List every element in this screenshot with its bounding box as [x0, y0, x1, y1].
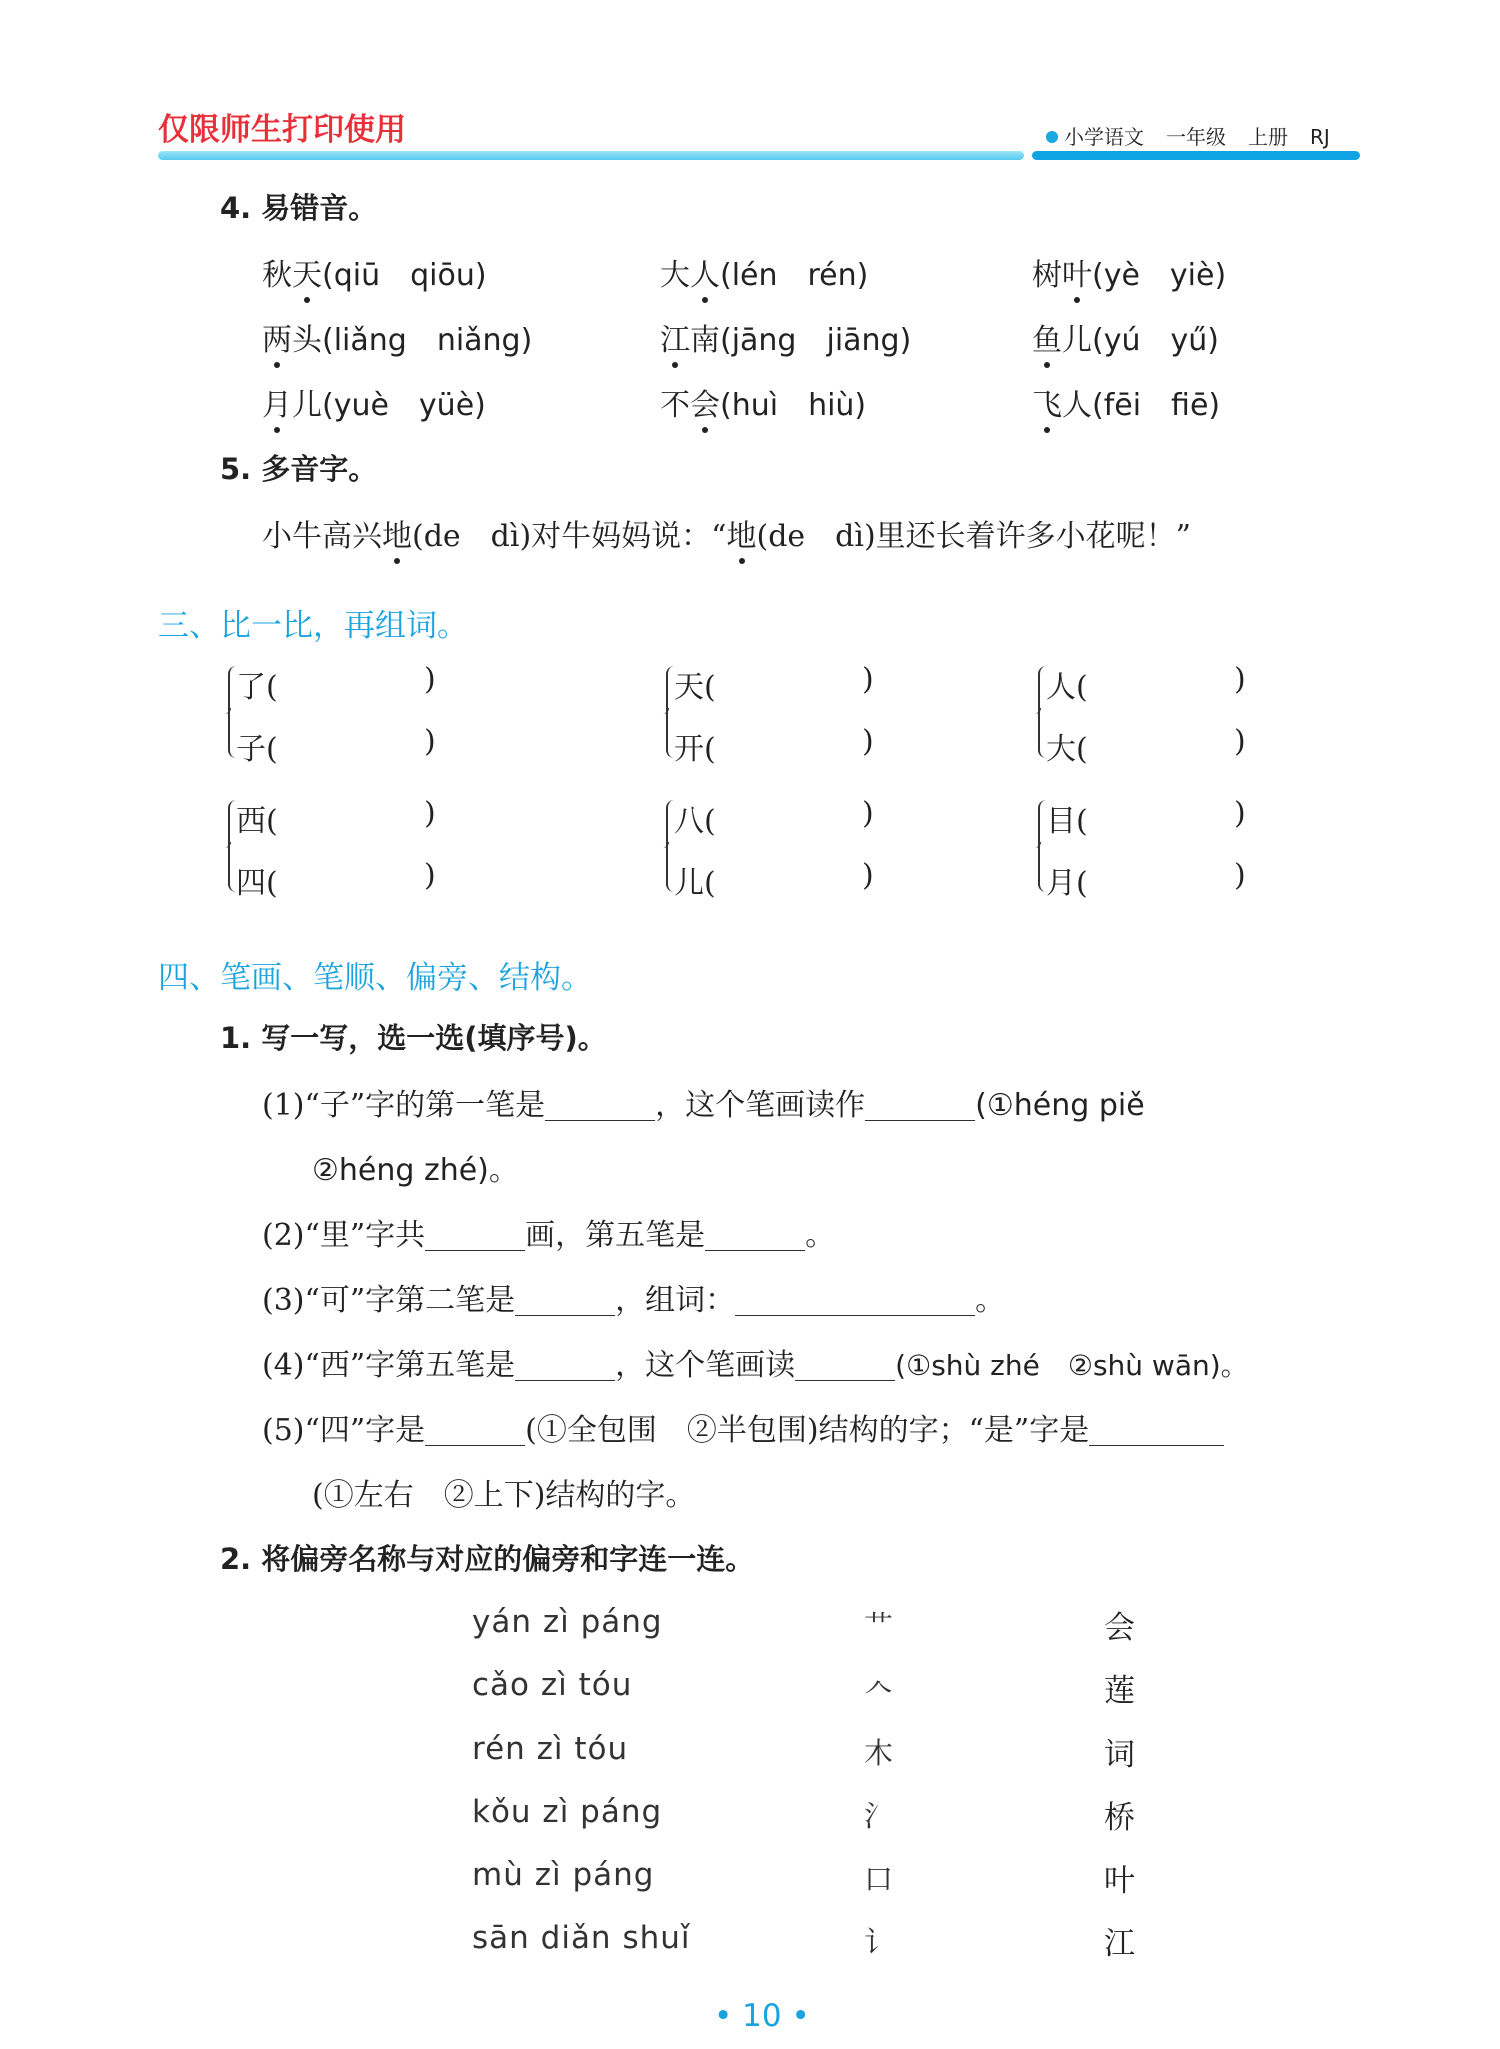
- question-text: (5)“四”字是: [262, 1413, 426, 1448]
- radical: 艹: [864, 1609, 894, 1643]
- paren-close: ): [424, 796, 436, 831]
- header-rule-right: [1032, 151, 1360, 160]
- answer-blank[interactable]: [865, 1092, 975, 1121]
- answer-blank[interactable]: [735, 1287, 975, 1316]
- q4-title: 4. 易错音。: [220, 191, 378, 225]
- compare-char: 八(: [674, 804, 716, 839]
- paren-close: ): [1234, 858, 1246, 893]
- compare-char: 儿(: [674, 866, 716, 901]
- compare-char: 四(: [236, 866, 278, 901]
- paren-close: ): [1234, 724, 1246, 759]
- bullet-dot-icon: [1046, 131, 1058, 143]
- paren-close: ): [1234, 796, 1246, 831]
- paren-close: ): [862, 662, 874, 697]
- q1-line-5: [262, 1405, 1224, 1449]
- word-part: 南: [690, 323, 720, 358]
- paren-close: ): [862, 858, 874, 893]
- match-char: 桥: [1104, 1800, 1135, 1836]
- emphasized-char: 天: [292, 258, 322, 293]
- pinyin-options: (yè yiè): [1092, 258, 1227, 293]
- q5-title: 5. 多音字。: [220, 452, 378, 486]
- header-info: [1046, 121, 1330, 150]
- question-text: (①全包围 ②半包围)结构的字；“是”字是: [525, 1413, 1090, 1448]
- q4-item-7: [262, 380, 486, 424]
- paren-close: ): [862, 796, 874, 831]
- compare-char: 西(: [236, 804, 278, 839]
- answer-blank[interactable]: [425, 1222, 525, 1251]
- emphasized-char: 鱼: [1032, 323, 1062, 358]
- radical: 𠆢: [864, 1672, 894, 1706]
- question-text: 。: [975, 1283, 1006, 1318]
- radical-name: sān diǎn shuǐ: [472, 1920, 691, 1956]
- q1-line-2: [262, 1210, 835, 1254]
- paren-close: ): [424, 662, 436, 697]
- header-rule-left: [158, 151, 1024, 160]
- q4-item-9: [1032, 380, 1220, 424]
- match-char: 叶: [1104, 1863, 1135, 1899]
- emphasized-char: 人: [690, 258, 720, 293]
- emphasized-char: 江: [660, 323, 690, 358]
- q1-line-1: [262, 1080, 1145, 1124]
- q1-line-3: [262, 1275, 1005, 1319]
- sentence-part: (de dì)对牛妈妈说：“: [412, 519, 727, 554]
- section3-title: 三、比一比，再组词。: [158, 608, 468, 644]
- emphasized-char: 两: [262, 323, 292, 358]
- header-watermark: 仅限师生打印使用: [158, 112, 406, 148]
- header-edition: RJ: [1310, 125, 1330, 149]
- word-part: 儿: [292, 388, 322, 423]
- radical: 木: [864, 1736, 894, 1770]
- match-char: 词: [1104, 1737, 1135, 1773]
- pinyin-options: (huì hiù): [720, 388, 867, 423]
- paren-close: ): [862, 724, 874, 759]
- answer-blank[interactable]: [1089, 1417, 1224, 1446]
- match-char: 江: [1104, 1926, 1135, 1962]
- q1-line-5-cont: (①左右 ②上下)结构的字。: [312, 1478, 696, 1513]
- compare-char: 大(: [1046, 732, 1088, 767]
- emphasized-char: 飞: [1032, 388, 1062, 423]
- word-part: 秋: [262, 258, 292, 293]
- pinyin-options: (qiū qiōu): [322, 258, 487, 293]
- page-number: • 10 •: [714, 1998, 810, 2034]
- word-part: 大: [660, 258, 690, 293]
- sentence-part: (de dì)里还长着许多小花呢！”: [756, 519, 1192, 554]
- word-part: 不: [660, 388, 690, 423]
- compare-char: 人(: [1046, 670, 1088, 705]
- q4-item-3: [1032, 250, 1226, 294]
- header-volume: 上册: [1248, 125, 1288, 149]
- paren-close: ): [424, 858, 436, 893]
- word-part: 人: [1062, 388, 1092, 423]
- match-char: 会: [1104, 1610, 1135, 1646]
- section4-title: 四、笔画、笔顺、偏旁、结构。: [158, 960, 592, 996]
- header-subject: 小学语文: [1064, 125, 1144, 149]
- question-text: 。: [805, 1218, 836, 1253]
- emphasized-char: 会: [690, 388, 720, 423]
- radical: 讠: [864, 1925, 894, 1959]
- compare-char: 开(: [674, 732, 716, 767]
- pinyin-options: (jāng jiāng): [720, 323, 912, 358]
- question-text: (4)“西”字第五笔是: [262, 1348, 516, 1383]
- match-char: 莲: [1104, 1673, 1135, 1709]
- word-part: 树: [1032, 258, 1062, 293]
- radical-name: yán zì páng: [472, 1604, 663, 1640]
- radical-name: mù zì páng: [472, 1857, 655, 1893]
- q4-item-8: [660, 380, 866, 424]
- answer-blank[interactable]: [545, 1092, 655, 1121]
- compare-char: 了(: [236, 670, 278, 705]
- emphasized-char: 地: [726, 519, 757, 554]
- compare-char: 目(: [1046, 804, 1088, 839]
- compare-char: 子(: [236, 732, 278, 767]
- pinyin-options: (fēi fiē): [1092, 388, 1221, 423]
- radical: 氵: [864, 1799, 894, 1833]
- q5-sentence: [262, 511, 1191, 555]
- emphasized-char: 月: [262, 388, 292, 423]
- q4-item-4: [262, 315, 532, 359]
- pinyin-options: (liǎng niǎng): [322, 323, 533, 358]
- q4-item-1: [262, 250, 487, 294]
- radical: 口: [864, 1862, 894, 1896]
- paren-close: ): [424, 724, 436, 759]
- answer-blank[interactable]: [795, 1352, 895, 1381]
- radical-name: kǒu zì páng: [472, 1794, 663, 1830]
- pinyin-options: (lén rén): [720, 258, 869, 293]
- radical-name: cǎo zì tóu: [472, 1667, 633, 1703]
- answer-blank[interactable]: [515, 1287, 615, 1316]
- question-text: (1)“子”字的第一笔是: [262, 1088, 546, 1123]
- compare-char: 月(: [1046, 866, 1088, 901]
- emphasized-char: 叶: [1062, 258, 1092, 293]
- compare-char: 天(: [674, 670, 716, 705]
- paren-close: ): [1234, 662, 1246, 697]
- answer-blank[interactable]: [705, 1222, 805, 1251]
- choice-text: (①shù zhé ②shù wān)。: [895, 1349, 1249, 1382]
- question-text: ，这个笔画读作: [655, 1088, 866, 1123]
- pinyin-options: (yuè yüè): [322, 388, 486, 423]
- question-text: (2)“里”字共: [262, 1218, 426, 1253]
- question-text: (3)“可”字第二笔是: [262, 1283, 516, 1318]
- choice-text: (①héng piě: [975, 1088, 1145, 1123]
- question-text: 画，第五笔是: [525, 1218, 706, 1253]
- header-grade: 一年级: [1166, 125, 1226, 149]
- q1-line-4: [262, 1340, 1249, 1384]
- question-text: ，这个笔画读: [615, 1348, 796, 1383]
- answer-blank[interactable]: [515, 1352, 615, 1381]
- q4-item-5: [660, 315, 911, 359]
- sentence-part: 小牛高兴: [262, 519, 382, 554]
- q1-line-1-cont: ②héng zhé)。: [312, 1153, 519, 1188]
- q4-item-6: [1032, 315, 1219, 359]
- pinyin-options: (yú yű): [1092, 323, 1219, 358]
- question-text: ，组词：: [615, 1283, 736, 1318]
- q2-title: 2. 将偏旁名称与对应的偏旁和字连一连。: [220, 1542, 755, 1576]
- radical-name: rén zì tóu: [472, 1731, 629, 1767]
- word-part: 头: [292, 323, 322, 358]
- emphasized-char: 地: [382, 519, 412, 554]
- q4-item-2: [660, 250, 868, 294]
- q1-title: 1. 写一写，选一选(填序号)。: [220, 1021, 607, 1055]
- word-part: 儿: [1062, 323, 1092, 358]
- answer-blank[interactable]: [425, 1417, 525, 1446]
